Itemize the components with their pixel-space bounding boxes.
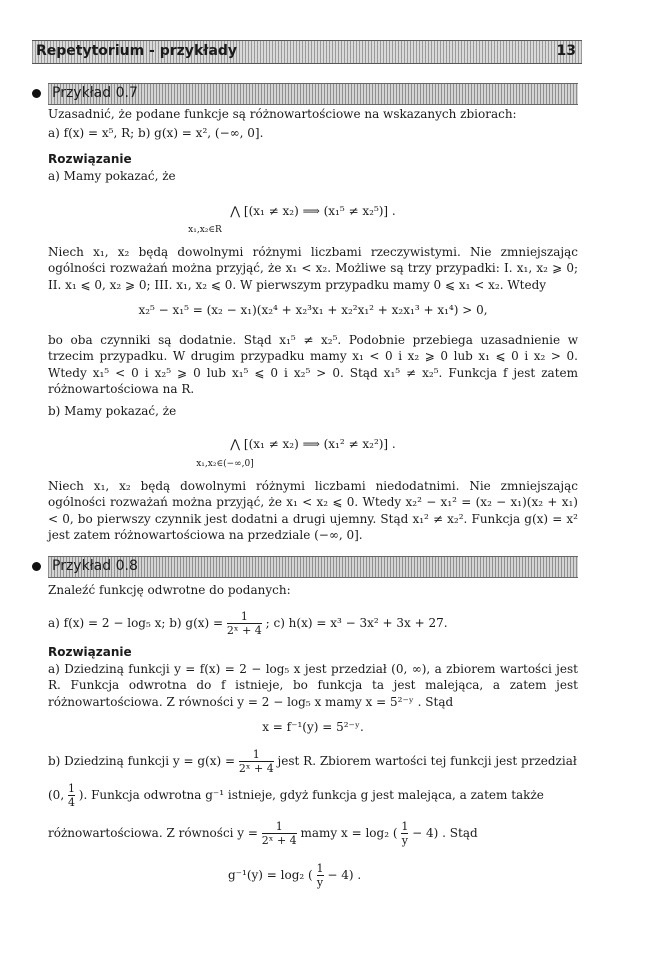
fraction-denominator: 2ˣ + 4 xyxy=(238,762,274,775)
ex07-a-para1: Niech x₁, x₂ będą dowolnymi różnymi liczbami rzeczywistymi. Nie zmniejszając ogólności rozważań można przyjąć, że x₁ < x₂. Możliwe są trzy przypadki: I. x₁, x₂ ⩾ 0; II. x₁ ⩽ 0, x₂ ⩾ 0; III. x₁, x₂ ⩽ 0. W pierwszym przypadku mamy 0 ⩽ x₁ < x₂. Wtedy xyxy=(48,245,578,292)
ex08-part-a: a) f(x) = 2 − log₅ x; b) g(x) = xyxy=(48,616,224,630)
ex07-b-formula: ⋀ [(x₁ ≠ x₂) ⟹ (x₁² ≠ x₂²)] . xyxy=(230,437,396,451)
ex08-part-b-fraction xyxy=(227,610,262,637)
ex08-b-line1-post: jest R. Zbiorem wartości tej funkcji jest przedział xyxy=(277,754,577,768)
page-number: 13 xyxy=(556,43,576,59)
fraction-denominator: 2ˣ + 4 xyxy=(226,624,262,637)
bullet-icon xyxy=(32,562,41,571)
fraction-denominator: 4 xyxy=(67,796,75,809)
ex07-solution-heading: Rozwiązanie xyxy=(48,152,132,166)
fraction-numerator: 1 xyxy=(401,820,409,833)
fraction-numerator: 1 xyxy=(240,610,248,623)
header-title: Repetytorium - przykłady xyxy=(36,43,238,59)
ex08-b-line3-pre: różnowartościowa. Z równości y = xyxy=(48,826,258,840)
ex08-b-line1 xyxy=(48,748,577,775)
ex08-b-line2 xyxy=(48,782,544,809)
ex07-a-intro: a) Mamy pokazać, że xyxy=(48,169,176,183)
ex07-b-intro: b) Mamy pokazać, że xyxy=(48,404,177,418)
fraction-denominator: y xyxy=(316,876,324,889)
ex08-b-line1-fraction xyxy=(239,748,274,775)
ex08-b-line3-fraction xyxy=(262,820,297,847)
ex08-b-result-post: − 4) . xyxy=(327,868,362,882)
ex07-a-formula-subscript: x₁,x₂∈R xyxy=(188,225,222,235)
ex08-b-line1-pre: b) Dziedziną funkcji y = g(x) = xyxy=(48,754,236,768)
ex08-parts-line xyxy=(48,610,448,637)
ex08-b-line2-post: ). Funkcja odwrotna g⁻¹ istnieje, gdyż funkcja g jest malejąca, a zatem także xyxy=(78,788,544,802)
fraction-denominator: 2ˣ + 4 xyxy=(261,834,297,847)
ex07-task: Uzasadnić, że podane funkcje są różnowartościowe na wskazanych zbiorach: xyxy=(48,107,517,121)
example-0-8-label: Przykład 0.8 xyxy=(52,558,138,574)
ex08-b-line2-pre: (0, xyxy=(48,788,65,802)
fraction-numerator: 1 xyxy=(252,748,260,761)
ex08-b-result xyxy=(228,862,361,889)
ex08-b-line2-fraction xyxy=(68,782,75,809)
ex08-b-line3-mid: mamy x = log₂ ( xyxy=(300,826,398,840)
ex08-a-para: a) Dziedziną funkcji y = f(x) = 2 − log₅ x jest przedział (0, ∞), a zbiorem wartości jest R. Funkcja odwrotna do f istnieje, bo funkcja ta jest malejąca, a zatem jest różnowartościowa. Z równości y = 2 − log₅ x mamy x = 5²⁻ʸ . Stąd xyxy=(48,662,578,709)
fraction-numerator: 1 xyxy=(316,862,324,875)
example-0-7-label: Przykład 0.7 xyxy=(52,85,138,101)
example-0-7-bar xyxy=(48,83,578,105)
ex08-b-line3-post: − 4) . Stąd xyxy=(412,826,478,840)
ex08-solution-heading: Rozwiązanie xyxy=(48,645,132,659)
ex07-b-formula-subscript: x₁,x₂∈(−∞,0] xyxy=(196,459,254,469)
page-header xyxy=(32,40,582,64)
example-0-8-bar xyxy=(48,556,578,578)
fraction-denominator: y xyxy=(401,834,408,847)
ex08-a-result: x = f⁻¹(y) = 5²⁻ʸ. xyxy=(262,720,364,734)
ex07-a-formula: ⋀ [(x₁ ≠ x₂) ⟹ (x₁⁵ ≠ x₂⁵)] . xyxy=(230,204,396,218)
bullet-icon xyxy=(32,89,41,98)
ex07-b-para: Niech x₁, x₂ będą dowolnymi różnymi liczbami niedodatnimi. Nie zmniejszając ogólności rozważań można przyjąć, że x₁ < x₂ ⩽ 0. Wtedy x₂² − x₁² = (x₂ − x₁)(x₂ + x₁) < 0, bo pierwszy czynnik jest dodatni a drugi ujemny. Stąd x₁² ≠ x₂². Funkcja g(x) = x² jest zatem różnowartościowa na przedziale (−∞, 0]. xyxy=(48,479,578,542)
ex08-b-line3 xyxy=(48,820,478,847)
ex08-b-result-pre: g⁻¹(y) = log₂ ( xyxy=(228,868,313,882)
fraction-numerator: 1 xyxy=(67,782,75,795)
ex08-task: Znaleźć funkcję odwrotne do podanych: xyxy=(48,583,291,597)
ex08-b-result-fraction xyxy=(317,862,324,889)
ex08-part-c: ; c) h(x) = x³ − 3x² + 3x + 27. xyxy=(265,616,448,630)
fraction-numerator: 1 xyxy=(275,820,283,833)
ex07-a-para2: bo oba czynniki są dodatnie. Stąd x₁⁵ ≠ x₂⁵. Podobnie przebiega uzasadnienie w trzecim przypadku. W drugim przypadku mamy x₁ < 0 i x₂ ⩾ 0 lub x₁ ⩽ 0 i x₂ > 0. Wtedy x₁⁵ < 0 i x₂⁵ ⩾ 0 lub x₁⁵ ⩽ 0 i x₂⁵ > 0. Stąd x₁⁵ ≠ x₂⁵. Funkcja f jest zatem różnowartościowa na R. xyxy=(48,333,578,396)
ex07-parts: a) f(x) = x⁵, R; b) g(x) = x², (−∞, 0]. xyxy=(48,126,264,140)
ex08-b-line3-fraction-2 xyxy=(401,820,408,847)
ex07-a-equation: x₂⁵ − x₁⁵ = (x₂ − x₁)(x₂⁴ + x₂³x₁ + x₂²x₁² + x₂x₁³ + x₁⁴) > 0, xyxy=(138,303,488,317)
